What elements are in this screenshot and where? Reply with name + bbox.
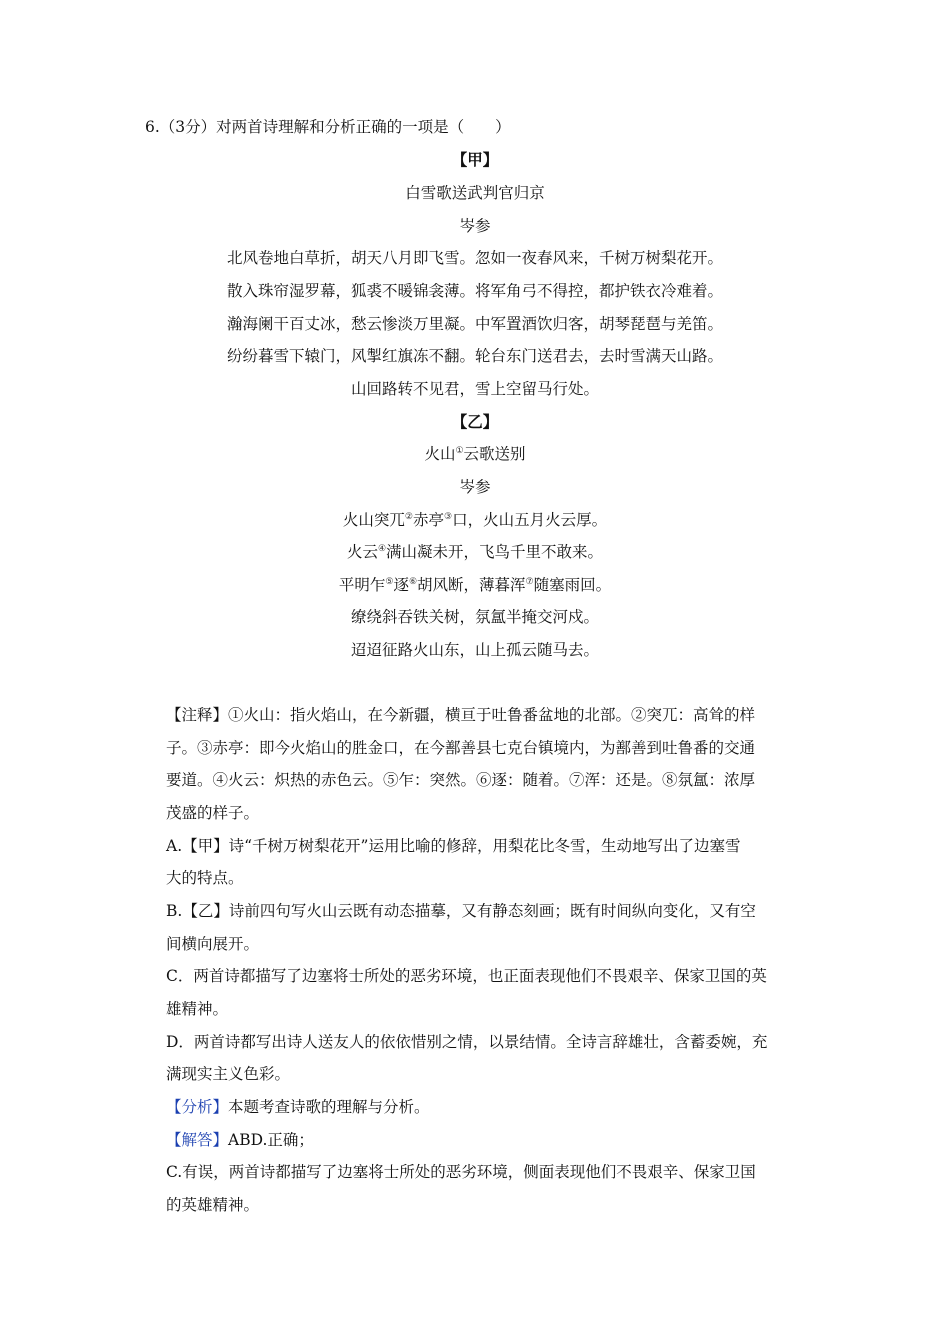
poem-yi-line-1: [0, 510, 950, 530]
notes-line-4: 茂盛的样子。: [166, 804, 260, 822]
poem-yi-line-3: [0, 575, 950, 595]
poem-yi-line-2-b: 满山凝未开，飞鸟千里不敢来。: [386, 543, 604, 561]
poem-yi-title-part-a: 火山: [424, 445, 456, 463]
poem-yi-line-1-b: 赤亭: [412, 511, 444, 529]
option-d-line-2: 满现实主义色彩。: [166, 1065, 291, 1083]
poem-jia-line-3: 瀚海阑干百丈冰，愁云惨淡万里凝。中军置酒饮归客，胡琴琵琶与羌笛。: [226, 315, 723, 333]
poem-jia-line-5: 山回路转不见君，雪上空留马行处。: [350, 380, 599, 398]
poem-yi-title-part-b: 云歌送别: [463, 445, 526, 463]
note-ref-4: ④: [377, 543, 387, 554]
poem-yi-mark: 【乙】: [451, 412, 499, 431]
poem-yi-line-3-a: 平明乍: [338, 576, 386, 594]
note-ref-7: ⑦: [525, 576, 534, 587]
note-ref-1: ①: [455, 445, 464, 456]
answer-line-2: 的英雄精神。: [166, 1196, 260, 1214]
question-stem: 6.（3分）对两首诗理解和分析正确的一项是（ ）: [145, 118, 511, 136]
analysis-text: 本题考查诗歌的理解与分析。: [228, 1098, 430, 1116]
poem-jia-line-1: 北风卷地白草折，胡天八月即飞雪。忽如一夜春风来，千树万树梨花开。: [226, 249, 723, 267]
option-a-line-1: A.【甲】诗“千树万树梨花开”运用比喻的修辞，用梨花比冬雪，生动地写出了边塞雪: [166, 837, 741, 855]
poem-yi-line-2: [0, 542, 950, 562]
notes-line-1: 【注释】①火山：指火焰山，在今新疆，横亘于吐鲁番盆地的北部。②突兀：高耸的样: [166, 706, 756, 724]
option-c-line-2: 雄精神。: [166, 1000, 229, 1018]
answer-label: 【解答】: [166, 1131, 229, 1149]
option-a-line-2: 大的特点。: [166, 869, 244, 887]
answer-text: ABD.正确；: [228, 1131, 314, 1149]
poem-yi-line-3-d: 随塞雨回。: [533, 576, 612, 594]
option-b-line-1: B.【乙】诗前四句写火山云既有动态描摹，又有静态刻画；既有时间纵向变化，又有空: [166, 902, 756, 920]
poem-yi-line-4: 缭绕斜吞铁关树，氛氲半掩交河戍。: [350, 608, 599, 626]
answer: [166, 1130, 314, 1150]
option-b-line-2: 间横向展开。: [166, 935, 260, 953]
poem-yi-author: 岑参: [459, 478, 491, 496]
poem-yi-title: [0, 444, 950, 464]
poem-jia-mark: 【甲】: [451, 150, 499, 169]
poem-jia-line-2: 散入珠帘湿罗幕，狐裘不暖锦衾薄。将军角弓不得控，都护铁衣冷难着。: [226, 282, 723, 300]
note-ref-3: ③: [444, 511, 453, 522]
analysis: [166, 1097, 430, 1117]
poem-jia-author: 岑参: [459, 217, 491, 235]
poem-yi-line-3-b: 逐: [393, 576, 409, 594]
notes-line-3: 要道。④火云：炽热的赤色云。⑤乍：突然。⑥逐：随着。⑦浑：还是。⑧氛氲：浓厚: [166, 771, 756, 789]
notes-line-2: 子。③赤亭：即今火焰山的胜金口，在今鄯善县七克台镇境内，为鄯善到吐鲁番的交通: [166, 739, 756, 757]
poem-yi-line-5: 迢迢征路火山东，山上孤云随马去。: [350, 641, 599, 659]
poem-yi-line-3-c: 胡风断，薄暮浑: [417, 576, 526, 594]
poem-yi-line-1-a: 火山突兀: [342, 511, 405, 529]
analysis-label: 【分析】: [166, 1098, 229, 1116]
note-ref-6: ⑥: [408, 576, 418, 587]
poem-jia-line-4: 纷纷暮雪下辕门，风掣红旗冻不翻。轮台东门送君去，去时雪满天山路。: [226, 347, 723, 365]
note-ref-2: ②: [404, 511, 413, 522]
note-ref-5: ⑤: [385, 576, 394, 587]
poem-yi-line-1-c: 口，火山五月火云厚。: [452, 511, 608, 529]
answer-line-1: C.有误，两首诗都描写了边塞将士所处的恶劣环境，侧面表现他们不畏艰辛、保家卫国: [166, 1163, 756, 1181]
poem-yi-line-2-a: 火云: [346, 543, 378, 561]
option-d-line-1: D．两首诗都写出诗人送友人的依依惜别之情，以景结情。全诗言辞雄壮，含蓄委婉，充: [166, 1033, 768, 1051]
option-c-line-1: C．两首诗都描写了边塞将士所处的恶劣环境，也正面表现他们不畏艰辛、保家卫国的英: [166, 967, 767, 985]
poem-jia-title: 白雪歌送武判官归京: [405, 184, 545, 202]
